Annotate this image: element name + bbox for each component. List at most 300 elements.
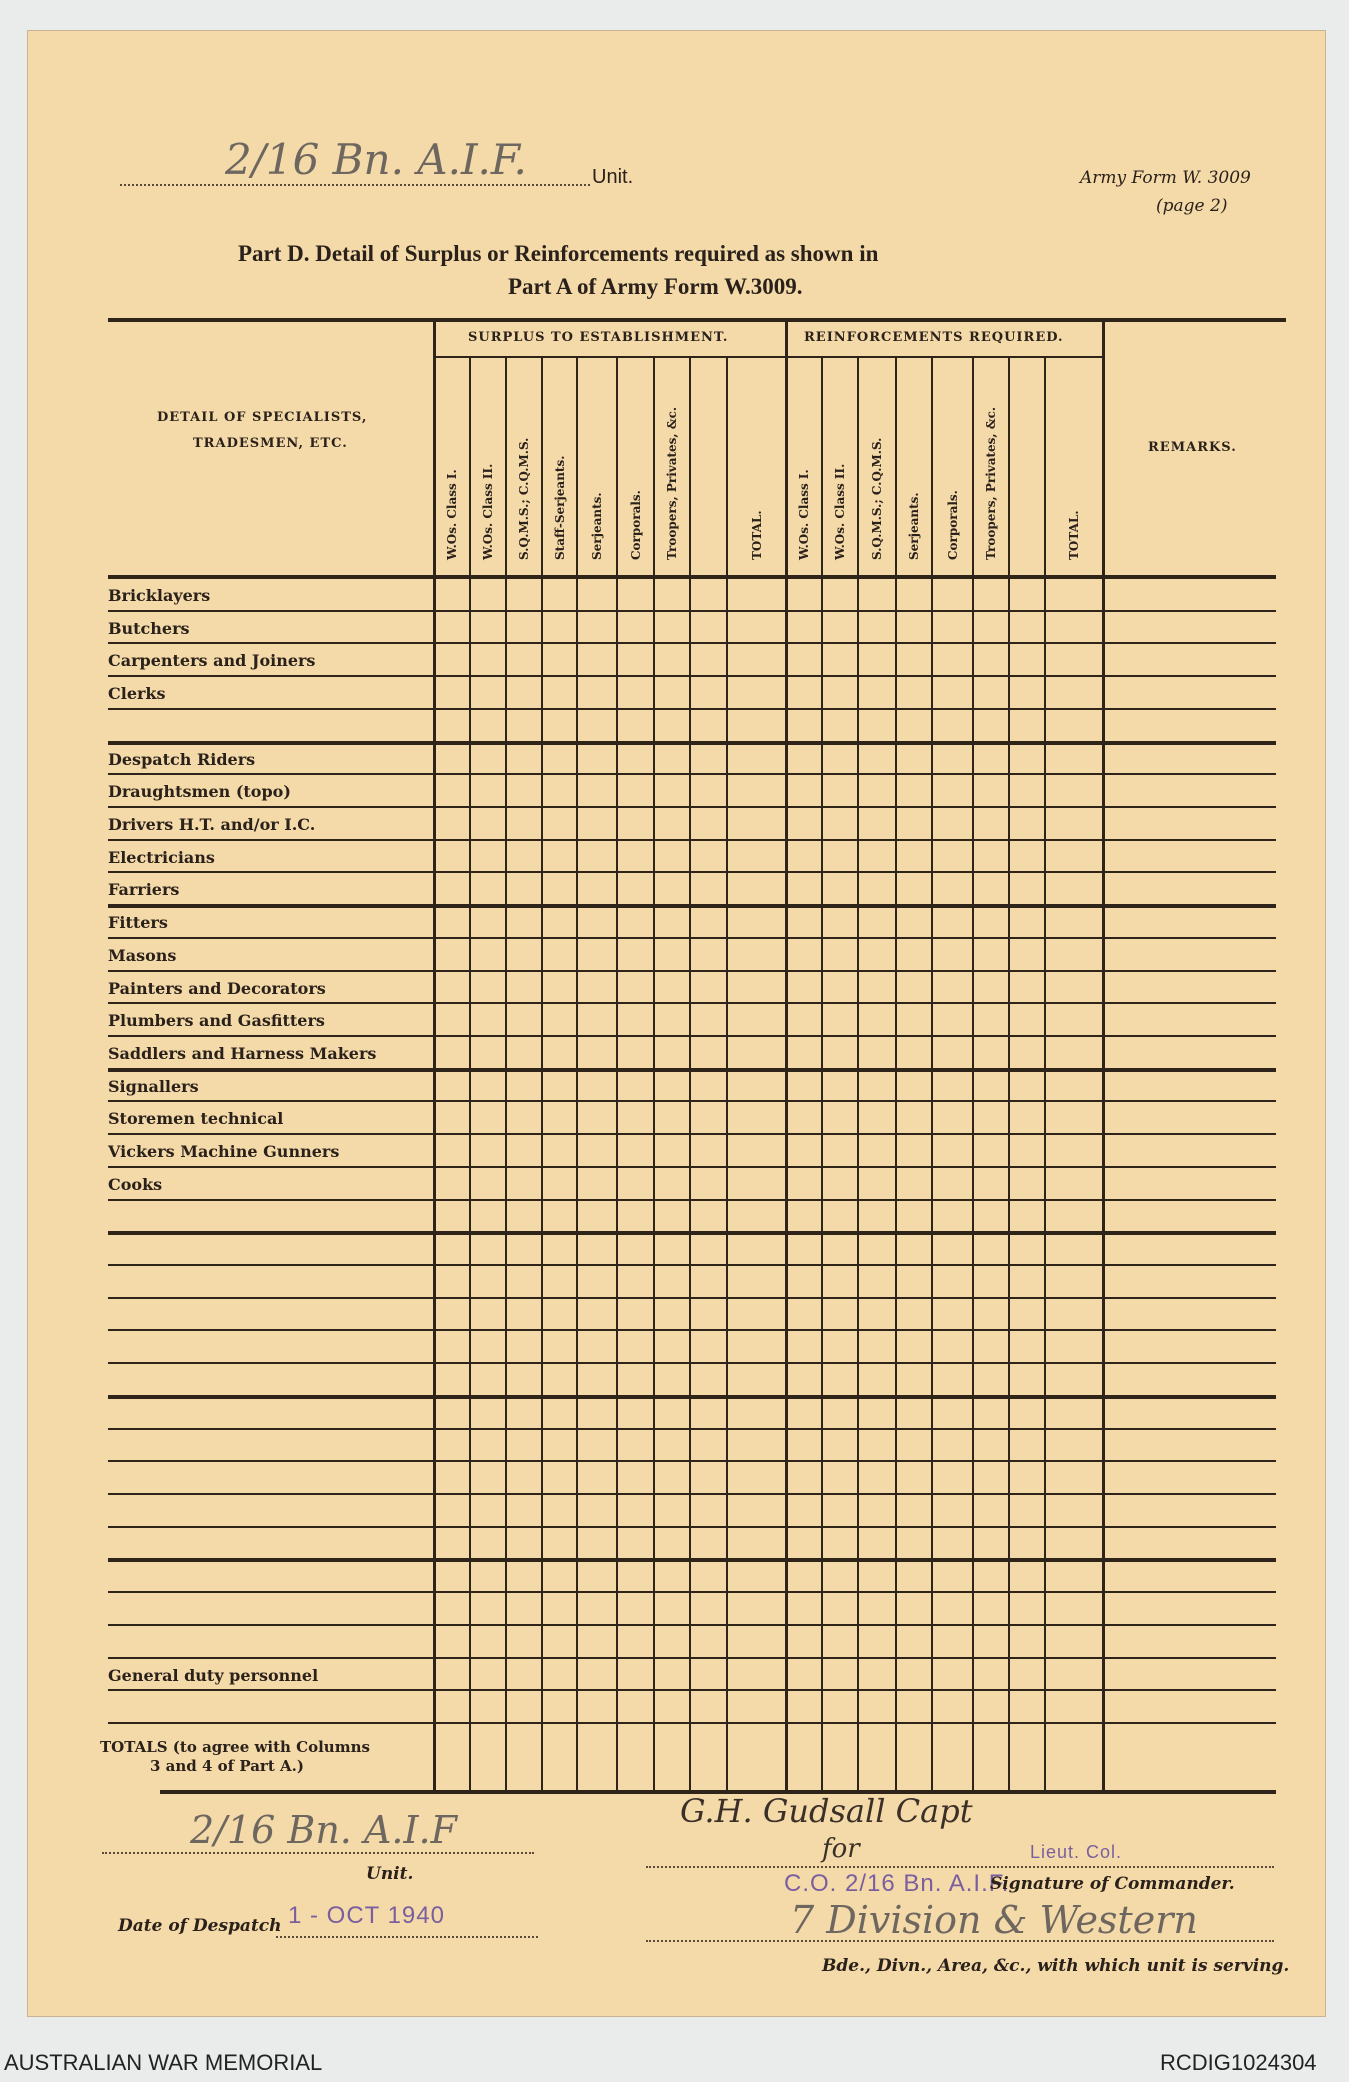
entry-cell[interactable] xyxy=(728,677,784,706)
entry-cell[interactable] xyxy=(897,1331,930,1360)
entry-cell[interactable] xyxy=(933,1233,971,1262)
entry-cell[interactable] xyxy=(691,1331,725,1360)
entry-cell[interactable] xyxy=(933,775,971,804)
entry-cell[interactable] xyxy=(471,841,504,870)
entry-cell[interactable] xyxy=(787,1462,820,1491)
entry-cell[interactable] xyxy=(471,1430,504,1459)
entry-cell[interactable] xyxy=(974,1462,1007,1491)
entry-cell[interactable] xyxy=(1046,1462,1101,1491)
entry-cell[interactable] xyxy=(471,1364,504,1393)
entry-cell[interactable] xyxy=(823,1135,856,1164)
entry-cell[interactable] xyxy=(823,841,856,870)
entry-cell[interactable] xyxy=(859,1004,894,1033)
remarks-cell[interactable] xyxy=(1104,710,1274,739)
entry-cell[interactable] xyxy=(787,677,820,706)
entry-cell[interactable] xyxy=(435,1266,468,1295)
entry-cell[interactable] xyxy=(1010,1430,1043,1459)
entry-cell[interactable] xyxy=(859,1560,894,1589)
entry-cell[interactable] xyxy=(618,1233,652,1262)
entry-cell[interactable] xyxy=(933,1102,971,1131)
entry-cell[interactable] xyxy=(787,841,820,870)
entry-cell[interactable] xyxy=(655,1560,688,1589)
entry-cell[interactable] xyxy=(618,841,652,870)
entry-cell[interactable] xyxy=(1010,1233,1043,1262)
entry-cell[interactable] xyxy=(471,939,504,968)
remarks-cell[interactable] xyxy=(1104,1528,1274,1557)
entry-cell[interactable] xyxy=(435,1037,468,1066)
entry-cell[interactable] xyxy=(655,1266,688,1295)
entry-cell[interactable] xyxy=(933,906,971,935)
entry-cell[interactable] xyxy=(543,1135,575,1164)
entry-cell[interactable] xyxy=(728,808,784,837)
entry-cell[interactable] xyxy=(728,1528,784,1557)
entry-cell[interactable] xyxy=(543,1528,575,1557)
entry-cell[interactable] xyxy=(787,808,820,837)
entry-cell[interactable] xyxy=(471,873,504,902)
entry-cell[interactable] xyxy=(618,1364,652,1393)
entry-cell[interactable] xyxy=(897,906,930,935)
entry-cell[interactable] xyxy=(471,1560,504,1589)
entry-cell[interactable] xyxy=(859,1691,894,1720)
entry-cell[interactable] xyxy=(859,612,894,641)
entry-cell[interactable] xyxy=(618,579,652,608)
entry-cell[interactable] xyxy=(471,1593,504,1622)
entry-cell[interactable] xyxy=(787,972,820,1001)
entry-cell[interactable] xyxy=(897,873,930,902)
entry-cell[interactable] xyxy=(1010,1102,1043,1131)
entry-cell[interactable] xyxy=(787,1135,820,1164)
entry-cell[interactable] xyxy=(933,1691,971,1720)
entry-cell[interactable] xyxy=(471,644,504,673)
entry-cell[interactable] xyxy=(728,743,784,772)
entry-cell[interactable] xyxy=(897,1266,930,1295)
entry-cell[interactable] xyxy=(974,1364,1007,1393)
entry-cell[interactable] xyxy=(543,1593,575,1622)
entry-cell[interactable] xyxy=(787,1004,820,1033)
entry-cell[interactable] xyxy=(787,612,820,641)
entry-cell[interactable] xyxy=(655,579,688,608)
entry-cell[interactable] xyxy=(471,906,504,935)
entry-cell[interactable] xyxy=(787,743,820,772)
entry-cell[interactable] xyxy=(1010,1037,1043,1066)
entry-cell[interactable] xyxy=(1010,1397,1043,1426)
entry-cell[interactable] xyxy=(435,808,468,837)
entry-cell[interactable] xyxy=(1046,1070,1101,1099)
entry-cell[interactable] xyxy=(1046,1593,1101,1622)
entry-cell[interactable] xyxy=(435,939,468,968)
entry-cell[interactable] xyxy=(1046,1135,1101,1164)
entry-cell[interactable] xyxy=(823,1560,856,1589)
entry-cell[interactable] xyxy=(1010,775,1043,804)
entry-cell[interactable] xyxy=(1046,775,1101,804)
entry-cell[interactable] xyxy=(974,841,1007,870)
entry-cell[interactable] xyxy=(435,972,468,1001)
entry-cell[interactable] xyxy=(618,1659,652,1688)
entry-cell[interactable] xyxy=(691,1135,725,1164)
entry-cell[interactable] xyxy=(787,1691,820,1720)
entry-cell[interactable] xyxy=(618,1397,652,1426)
entry-cell[interactable] xyxy=(507,710,540,739)
entry-cell[interactable] xyxy=(578,939,615,968)
entry-cell[interactable] xyxy=(933,1659,971,1688)
entry-cell[interactable] xyxy=(655,1495,688,1524)
entry-cell[interactable] xyxy=(1046,1233,1101,1262)
entry-cell[interactable] xyxy=(655,906,688,935)
entry-cell[interactable] xyxy=(618,939,652,968)
entry-cell[interactable] xyxy=(578,1266,615,1295)
entry-cell[interactable] xyxy=(435,906,468,935)
entry-cell[interactable] xyxy=(859,710,894,739)
entry-cell[interactable] xyxy=(1046,841,1101,870)
entry-cell[interactable] xyxy=(974,906,1007,935)
entry-cell[interactable] xyxy=(897,1528,930,1557)
entry-cell[interactable] xyxy=(1010,1593,1043,1622)
entry-cell[interactable] xyxy=(974,1659,1007,1688)
entry-cell[interactable] xyxy=(823,1659,856,1688)
entry-cell[interactable] xyxy=(507,972,540,1001)
entry-cell[interactable] xyxy=(933,939,971,968)
entry-cell[interactable] xyxy=(897,1070,930,1099)
entry-cell[interactable] xyxy=(471,1397,504,1426)
entry-cell[interactable] xyxy=(655,1626,688,1655)
entry-cell[interactable] xyxy=(543,906,575,935)
entry-cell[interactable] xyxy=(507,1462,540,1491)
entry-cell[interactable] xyxy=(691,1659,725,1688)
entry-cell[interactable] xyxy=(859,1593,894,1622)
entry-cell[interactable] xyxy=(578,743,615,772)
entry-cell[interactable] xyxy=(974,1037,1007,1066)
entry-cell[interactable] xyxy=(897,677,930,706)
entry-cell[interactable] xyxy=(1010,710,1043,739)
entry-cell[interactable] xyxy=(435,1201,468,1230)
remarks-cell[interactable] xyxy=(1104,1462,1274,1491)
entry-cell[interactable] xyxy=(859,808,894,837)
entry-cell[interactable] xyxy=(618,1168,652,1197)
entry-cell[interactable] xyxy=(691,1528,725,1557)
entry-cell[interactable] xyxy=(897,1462,930,1491)
remarks-cell[interactable] xyxy=(1104,1364,1274,1393)
entry-cell[interactable] xyxy=(618,1070,652,1099)
entry-cell[interactable] xyxy=(823,1593,856,1622)
entry-cell[interactable] xyxy=(974,775,1007,804)
entry-cell[interactable] xyxy=(471,1037,504,1066)
entry-cell[interactable] xyxy=(859,1102,894,1131)
entry-cell[interactable] xyxy=(933,612,971,641)
entry-cell[interactable] xyxy=(859,1266,894,1295)
entry-cell[interactable] xyxy=(618,1004,652,1033)
entry-cell[interactable] xyxy=(578,873,615,902)
entry-cell[interactable] xyxy=(859,841,894,870)
entry-cell[interactable] xyxy=(691,808,725,837)
entry-cell[interactable] xyxy=(471,1299,504,1328)
entry-cell[interactable] xyxy=(543,1495,575,1524)
entry-cell[interactable] xyxy=(691,939,725,968)
entry-cell[interactable] xyxy=(435,1430,468,1459)
entry-cell[interactable] xyxy=(1046,1266,1101,1295)
entry-cell[interactable] xyxy=(618,1201,652,1230)
entry-cell[interactable] xyxy=(1010,1364,1043,1393)
entry-cell[interactable] xyxy=(974,1102,1007,1131)
entry-cell[interactable] xyxy=(974,972,1007,1001)
entry-cell[interactable] xyxy=(543,644,575,673)
entry-cell[interactable] xyxy=(618,775,652,804)
remarks-cell[interactable] xyxy=(1104,579,1274,608)
entry-cell[interactable] xyxy=(435,841,468,870)
entry-cell[interactable] xyxy=(728,1430,784,1459)
entry-cell[interactable] xyxy=(933,1430,971,1459)
entry-cell[interactable] xyxy=(974,644,1007,673)
entry-cell[interactable] xyxy=(691,1168,725,1197)
entry-cell[interactable] xyxy=(897,1659,930,1688)
entry-cell[interactable] xyxy=(897,579,930,608)
entry-cell[interactable] xyxy=(859,1495,894,1524)
entry-cell[interactable] xyxy=(618,710,652,739)
entry-cell[interactable] xyxy=(787,1168,820,1197)
entry-cell[interactable] xyxy=(933,1560,971,1589)
entry-cell[interactable] xyxy=(1046,873,1101,902)
entry-cell[interactable] xyxy=(655,1102,688,1131)
entry-cell[interactable] xyxy=(435,1331,468,1360)
remarks-cell[interactable] xyxy=(1104,1560,1274,1589)
entry-cell[interactable] xyxy=(859,939,894,968)
entry-cell[interactable] xyxy=(1010,1659,1043,1688)
entry-cell[interactable] xyxy=(655,612,688,641)
entry-cell[interactable] xyxy=(578,1233,615,1262)
entry-cell[interactable] xyxy=(578,1462,615,1491)
entry-cell[interactable] xyxy=(507,1560,540,1589)
entry-cell[interactable] xyxy=(543,1266,575,1295)
entry-cell[interactable] xyxy=(897,1299,930,1328)
entry-cell[interactable] xyxy=(728,1233,784,1262)
entry-cell[interactable] xyxy=(787,873,820,902)
remarks-cell[interactable] xyxy=(1104,1201,1274,1230)
entry-cell[interactable] xyxy=(933,1266,971,1295)
entry-cell[interactable] xyxy=(728,644,784,673)
entry-cell[interactable] xyxy=(655,1299,688,1328)
entry-cell[interactable] xyxy=(1046,906,1101,935)
entry-cell[interactable] xyxy=(1010,1495,1043,1524)
entry-cell[interactable] xyxy=(1046,743,1101,772)
entry-cell[interactable] xyxy=(507,1102,540,1131)
entry-cell[interactable] xyxy=(691,1233,725,1262)
entry-cell[interactable] xyxy=(897,1233,930,1262)
entry-cell[interactable] xyxy=(1010,1331,1043,1360)
entry-cell[interactable] xyxy=(435,710,468,739)
entry-cell[interactable] xyxy=(618,906,652,935)
entry-cell[interactable] xyxy=(728,906,784,935)
entry-cell[interactable] xyxy=(691,644,725,673)
entry-cell[interactable] xyxy=(471,1691,504,1720)
entry-cell[interactable] xyxy=(655,1430,688,1459)
entry-cell[interactable] xyxy=(691,906,725,935)
entry-cell[interactable] xyxy=(655,1659,688,1688)
entry-cell[interactable] xyxy=(691,1102,725,1131)
entry-cell[interactable] xyxy=(507,1004,540,1033)
entry-cell[interactable] xyxy=(507,612,540,641)
entry-cell[interactable] xyxy=(823,1462,856,1491)
entry-cell[interactable] xyxy=(691,1004,725,1033)
entry-cell[interactable] xyxy=(823,579,856,608)
entry-cell[interactable] xyxy=(691,1070,725,1099)
entry-cell[interactable] xyxy=(897,644,930,673)
entry-cell[interactable] xyxy=(655,775,688,804)
entry-cell[interactable] xyxy=(933,808,971,837)
entry-cell[interactable] xyxy=(1010,841,1043,870)
entry-cell[interactable] xyxy=(578,775,615,804)
entry-cell[interactable] xyxy=(578,677,615,706)
entry-cell[interactable] xyxy=(859,677,894,706)
entry-cell[interactable] xyxy=(543,808,575,837)
entry-cell[interactable] xyxy=(787,1495,820,1524)
entry-cell[interactable] xyxy=(435,612,468,641)
entry-cell[interactable] xyxy=(974,1430,1007,1459)
remarks-cell[interactable] xyxy=(1104,1233,1274,1262)
entry-cell[interactable] xyxy=(1046,1659,1101,1688)
entry-cell[interactable] xyxy=(543,612,575,641)
entry-cell[interactable] xyxy=(543,1659,575,1688)
entry-cell[interactable] xyxy=(578,1135,615,1164)
entry-cell[interactable] xyxy=(691,873,725,902)
entry-cell[interactable] xyxy=(859,1070,894,1099)
entry-cell[interactable] xyxy=(974,1201,1007,1230)
entry-cell[interactable] xyxy=(859,873,894,902)
entry-cell[interactable] xyxy=(655,873,688,902)
entry-cell[interactable] xyxy=(787,1430,820,1459)
entry-cell[interactable] xyxy=(435,1299,468,1328)
entry-cell[interactable] xyxy=(974,1168,1007,1197)
entry-cell[interactable] xyxy=(435,1560,468,1589)
entry-cell[interactable] xyxy=(543,677,575,706)
entry-cell[interactable] xyxy=(507,1691,540,1720)
entry-cell[interactable] xyxy=(507,677,540,706)
entry-cell[interactable] xyxy=(1010,939,1043,968)
entry-cell[interactable] xyxy=(655,1004,688,1033)
entry-cell[interactable] xyxy=(435,1364,468,1393)
entry-cell[interactable] xyxy=(655,808,688,837)
entry-cell[interactable] xyxy=(507,906,540,935)
entry-cell[interactable] xyxy=(1046,1397,1101,1426)
entry-cell[interactable] xyxy=(1046,1495,1101,1524)
entry-cell[interactable] xyxy=(728,775,784,804)
entry-cell[interactable] xyxy=(543,1004,575,1033)
entry-cell[interactable] xyxy=(435,1168,468,1197)
entry-cell[interactable] xyxy=(507,644,540,673)
entry-cell[interactable] xyxy=(859,972,894,1001)
entry-cell[interactable] xyxy=(507,1331,540,1360)
entry-cell[interactable] xyxy=(974,1331,1007,1360)
entry-cell[interactable] xyxy=(823,1397,856,1426)
entry-cell[interactable] xyxy=(691,1364,725,1393)
entry-cell[interactable] xyxy=(507,1266,540,1295)
entry-cell[interactable] xyxy=(728,873,784,902)
entry-cell[interactable] xyxy=(507,1593,540,1622)
entry-cell[interactable] xyxy=(933,1201,971,1230)
entry-cell[interactable] xyxy=(435,677,468,706)
entry-cell[interactable] xyxy=(507,1201,540,1230)
entry-cell[interactable] xyxy=(618,1528,652,1557)
entry-cell[interactable] xyxy=(1010,1528,1043,1557)
entry-cell[interactable] xyxy=(728,1299,784,1328)
entry-cell[interactable] xyxy=(618,1593,652,1622)
entry-cell[interactable] xyxy=(435,1004,468,1033)
entry-cell[interactable] xyxy=(1046,710,1101,739)
entry-cell[interactable] xyxy=(435,1397,468,1426)
entry-cell[interactable] xyxy=(655,710,688,739)
entry-cell[interactable] xyxy=(543,1560,575,1589)
entry-cell[interactable] xyxy=(1010,1070,1043,1099)
entry-cell[interactable] xyxy=(471,612,504,641)
entry-cell[interactable] xyxy=(578,1626,615,1655)
entry-cell[interactable] xyxy=(728,1266,784,1295)
entry-cell[interactable] xyxy=(507,841,540,870)
remarks-cell[interactable] xyxy=(1104,1593,1274,1622)
entry-cell[interactable] xyxy=(578,1201,615,1230)
entry-cell[interactable] xyxy=(728,1135,784,1164)
entry-cell[interactable] xyxy=(897,1495,930,1524)
entry-cell[interactable] xyxy=(1010,1691,1043,1720)
entry-cell[interactable] xyxy=(823,1331,856,1360)
entry-cell[interactable] xyxy=(507,1626,540,1655)
entry-cell[interactable] xyxy=(728,1364,784,1393)
entry-cell[interactable] xyxy=(823,972,856,1001)
entry-cell[interactable] xyxy=(728,1626,784,1655)
entry-cell[interactable] xyxy=(823,677,856,706)
entry-cell[interactable] xyxy=(578,579,615,608)
entry-cell[interactable] xyxy=(787,1299,820,1328)
entry-cell[interactable] xyxy=(471,710,504,739)
entry-cell[interactable] xyxy=(823,1070,856,1099)
entry-cell[interactable] xyxy=(578,710,615,739)
entry-cell[interactable] xyxy=(471,579,504,608)
entry-cell[interactable] xyxy=(618,1495,652,1524)
entry-cell[interactable] xyxy=(1010,808,1043,837)
entry-cell[interactable] xyxy=(859,775,894,804)
entry-cell[interactable] xyxy=(435,1593,468,1622)
entry-cell[interactable] xyxy=(691,1299,725,1328)
entry-cell[interactable] xyxy=(507,939,540,968)
entry-cell[interactable] xyxy=(933,710,971,739)
entry-cell[interactable] xyxy=(823,873,856,902)
entry-cell[interactable] xyxy=(823,775,856,804)
remarks-cell[interactable] xyxy=(1104,1691,1274,1720)
entry-cell[interactable] xyxy=(1010,906,1043,935)
entry-cell[interactable] xyxy=(578,1593,615,1622)
entry-cell[interactable] xyxy=(507,1397,540,1426)
entry-cell[interactable] xyxy=(507,1528,540,1557)
entry-cell[interactable] xyxy=(691,1430,725,1459)
entry-cell[interactable] xyxy=(1010,1299,1043,1328)
entry-cell[interactable] xyxy=(933,677,971,706)
entry-cell[interactable] xyxy=(787,644,820,673)
entry-cell[interactable] xyxy=(543,579,575,608)
entry-cell[interactable] xyxy=(728,972,784,1001)
entry-cell[interactable] xyxy=(974,710,1007,739)
entry-cell[interactable] xyxy=(1046,1299,1101,1328)
entry-cell[interactable] xyxy=(507,873,540,902)
entry-cell[interactable] xyxy=(787,1659,820,1688)
entry-cell[interactable] xyxy=(933,1528,971,1557)
entry-cell[interactable] xyxy=(507,1233,540,1262)
entry-cell[interactable] xyxy=(974,612,1007,641)
entry-cell[interactable] xyxy=(823,1691,856,1720)
entry-cell[interactable] xyxy=(1010,873,1043,902)
entry-cell[interactable] xyxy=(507,579,540,608)
entry-cell[interactable] xyxy=(933,1397,971,1426)
entry-cell[interactable] xyxy=(691,1266,725,1295)
remarks-cell[interactable] xyxy=(1104,1168,1274,1197)
entry-cell[interactable] xyxy=(933,644,971,673)
entry-cell[interactable] xyxy=(655,1233,688,1262)
